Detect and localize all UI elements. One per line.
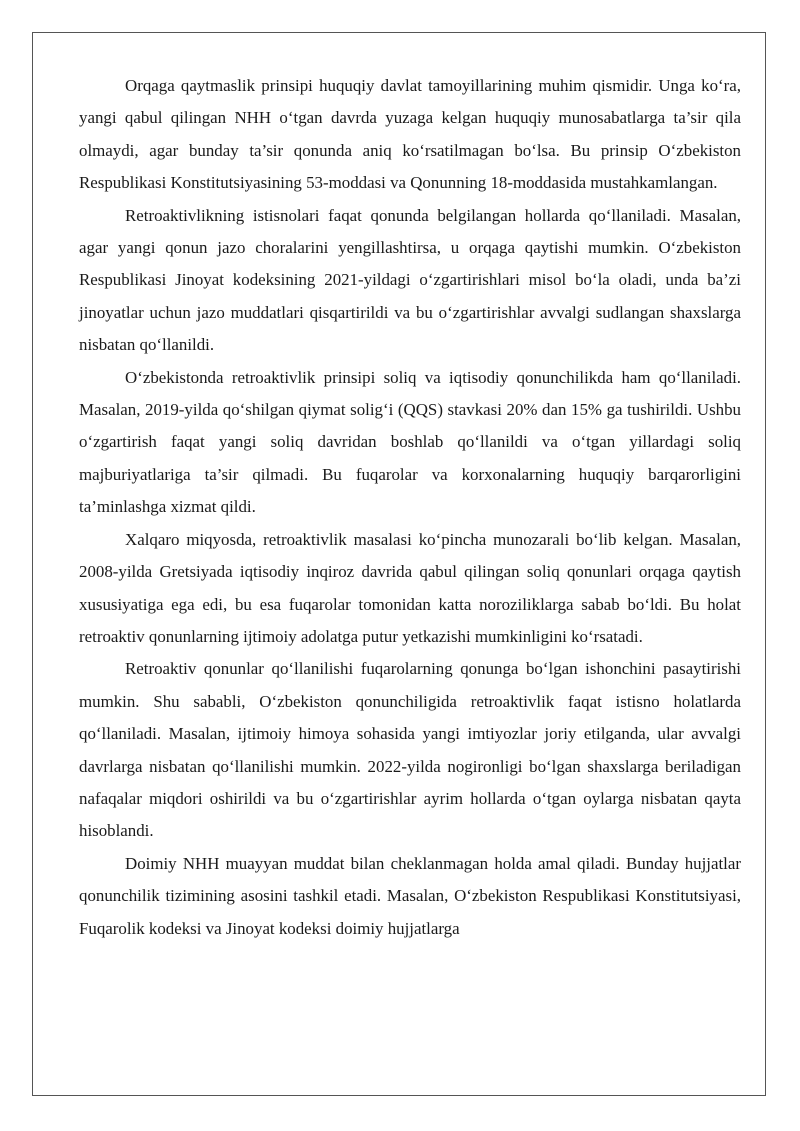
paragraph: Retroaktivlikning istisnolari faqat qonunda belgilangan hollarda qo‘llaniladi. Masalan, agar yangi qonun jazo choralarini yengillashtirsa, u orqaga qaytishi mumkin. O‘zbekiston Respublikasi Jinoyat kodeksining 2021-yildagi o‘zgartirishlari misol bo‘la oladi, unda ba’zi jinoyatlar uchun jazo muddatlari qisqartirildi va bu o‘zgartirishlar avvalgi sudlangan shaxslarga nisbatan qo‘llanildi. — [79, 205, 741, 355]
paragraph: Retroaktiv qonunlar qo‘llanilishi fuqarolarning qonunga bo‘lgan ishonchini pasaytirishi mumkin. Shu sababli, O‘zbekiston qonunchiligida retroaktivlik faqat istisno holatlarda qo‘llaniladi. Masalan, ijtimoiy himoya sohasida yangi imtiyozlar joriy etilganda, ular avvalgi davrlarga nisbatan qo‘llanilishi mumkin. 2022-yilda nogironligi bo‘lgan shaxslarga beriladigan nafaqalar miqdori oshirildi va bu o‘zgartirishlar ayrim hollarda o‘tgan oylarga nisbatan qayta hisoblandi. — [79, 659, 741, 841]
paragraph: O‘zbekistonda retroaktivlik prinsipi soliq va iqtisodiy qonunchilikda ham qo‘llaniladi. Masalan, 2019-yilda qo‘shilgan qiymat solig‘i (QQS) stavkasi 20% dan 15% ga tushirildi. Ushbu o‘zgartirish faqat yangi soliq davridan boshlab qo‘llanildi va o‘tgan yillardagi soliq majburiyatlariga ta’sir qilmadi. Bu fuqarolar va korxonalarning huquqiy barqarorligini ta’minlashga xizmat qildi. — [79, 367, 741, 517]
paragraph: Xalqaro miqyosda, retroaktivlik masalasi ko‘pincha munozarali bo‘lib kelgan. Masalan, 2008-yilda Gretsiyada iqtisodiy inqiroz davrida qabul qilingan soliq qonunlari orqaga qaytish xususiyatiga ega edi, bu esa fuqarolar tomonidan katta noroziliklarga sabab bo‘ldi. Bu holat retroaktiv qonunlarning ijtimoiy adolatga putur yetkazishi mumkinligini ko‘rsatadi. — [79, 529, 741, 646]
paragraph: Doimiy NHH muayyan muddat bilan cheklanmagan holda amal qiladi. Bunday hujjatlar qonunchilik tizimining asosini tashkil etadi. Masalan, O‘zbekiston Respublikasi Konstitutsiyasi, Fuqarolik kodeksi va Jinoyat kodeksi doimiy hujjatlarga — [79, 853, 741, 938]
document-body — [79, 70, 741, 945]
paragraph: Orqaga qaytmaslik prinsipi huquqiy davlat tamoyillarining muhim qismidir. Unga ko‘ra, yangi qabul qilingan NHH o‘tgan davrda yuzaga kelgan huquqiy munosabatlarga ta’sir qila olmaydi, agar bunday ta’sir qonunda aniq ko‘rsatilmagan bo‘lsa. Bu prinsip O‘zbekiston Respublikasi Konstitutsiyasining 53-moddasi va Qonunning 18-moddasida mustahkamlangan. — [79, 76, 741, 193]
